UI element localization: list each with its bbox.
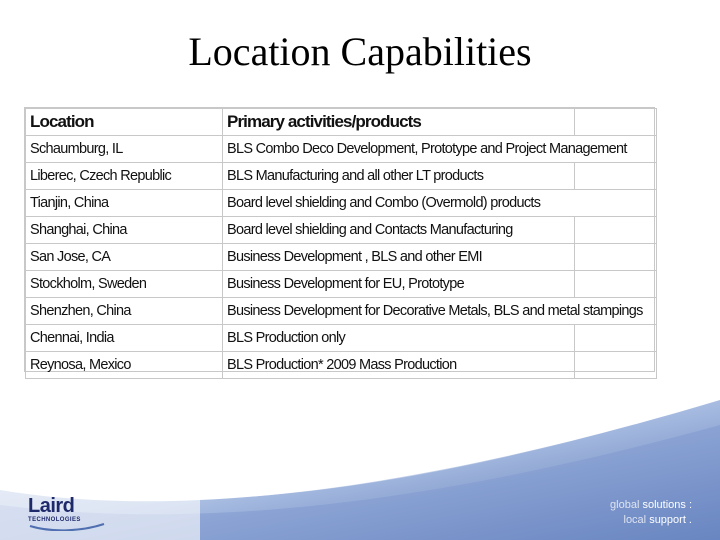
- laird-logo: [28, 496, 106, 531]
- activity-cell: Business Development , BLS and other EMI: [223, 244, 575, 271]
- table-header-row: [26, 109, 657, 136]
- header-activities: Primary activities/products: [223, 109, 575, 136]
- header-location: Location: [26, 109, 223, 136]
- table-row: [26, 325, 657, 352]
- table-row: [26, 352, 657, 379]
- tagline-global: global: [610, 499, 640, 511]
- header-empty: [575, 109, 657, 136]
- location-cell: Tianjin, China: [26, 190, 223, 217]
- activity-cell: BLS Manufacturing and all other LT products: [223, 163, 575, 190]
- logo-swoosh-icon: [28, 523, 106, 531]
- table-row: [26, 217, 657, 244]
- activity-cell: Board level shielding and Combo (Overmold) products: [223, 190, 657, 217]
- activity-cell: Board level shielding and Contacts Manufacturing: [223, 217, 575, 244]
- empty-cell: [575, 325, 657, 352]
- location-grid: [25, 108, 657, 379]
- table-row: [26, 136, 657, 163]
- activity-cell: BLS Production* 2009 Mass Production: [223, 352, 575, 379]
- activity-cell: Business Development for Decorative Metals, BLS and metal stampings: [223, 298, 657, 325]
- empty-cell: [575, 163, 657, 190]
- empty-cell: [575, 217, 657, 244]
- slide-title: Location Capabilities: [188, 29, 532, 74]
- empty-cell: [575, 244, 657, 271]
- location-cell: Schaumburg, IL: [26, 136, 223, 163]
- tagline-solutions: solutions :: [642, 499, 692, 511]
- location-table: [24, 107, 655, 372]
- empty-cell: [575, 271, 657, 298]
- logo-word: Laird: [28, 495, 75, 517]
- table-row: [26, 190, 657, 217]
- location-cell: Reynosa, Mexico: [26, 352, 223, 379]
- table-row: [26, 163, 657, 190]
- tagline: [610, 498, 692, 528]
- activity-cell: BLS Production only: [223, 325, 575, 352]
- tagline-local: local: [623, 514, 647, 526]
- location-cell: Shenzhen, China: [26, 298, 223, 325]
- logo-sub: TECHNOLOGIES: [28, 517, 81, 523]
- table-row: [26, 298, 657, 325]
- tagline-support: support .: [649, 514, 692, 526]
- table-row: [26, 244, 657, 271]
- location-cell: Chennai, India: [26, 325, 223, 352]
- location-cell: Shanghai, China: [26, 217, 223, 244]
- activity-cell: Business Development for EU, Prototype: [223, 271, 575, 298]
- activity-cell: BLS Combo Deco Development, Prototype and Project Management: [223, 136, 657, 163]
- tagline-line-1: [610, 498, 692, 513]
- location-cell: Stockholm, Sweden: [26, 271, 223, 298]
- empty-cell: [575, 352, 657, 379]
- tagline-line-2: [610, 513, 692, 528]
- location-cell: San Jose, CA: [26, 244, 223, 271]
- location-cell: Liberec, Czech Republic: [26, 163, 223, 190]
- table-row: [26, 271, 657, 298]
